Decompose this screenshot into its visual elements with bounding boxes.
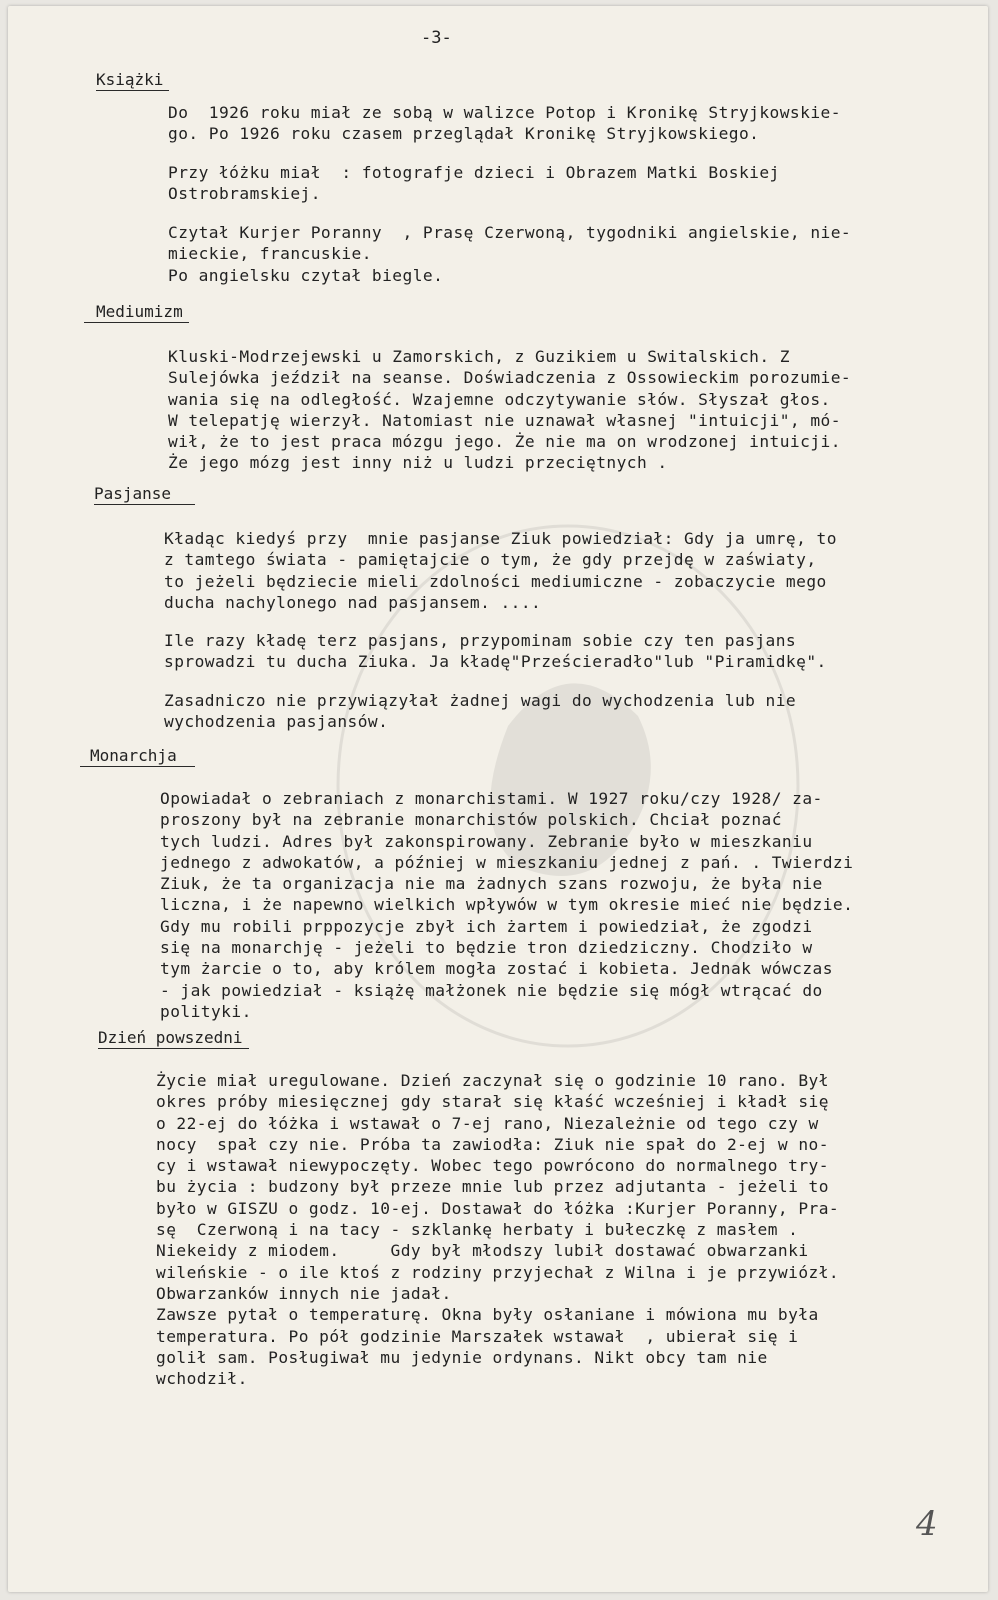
section-heading-dzien-powszedni: Dzień powszedni: [98, 1028, 249, 1049]
section-heading-ksiazki: Książki: [96, 70, 169, 91]
section-heading-mediumizm: Mediumizm: [84, 302, 189, 323]
section-heading-monarchja: Monarchja: [80, 746, 195, 767]
page-number: -3-: [421, 28, 452, 48]
paragraph-ksiazki-2: Przy łóżku miał : fotografje dzieci i Obrazem Matki Boskiej Ostrobramskiej.: [168, 163, 780, 204]
handwritten-page-number: 4: [916, 1504, 938, 1544]
section-heading-pasjanse: Pasjanse: [94, 484, 195, 505]
paragraph-monarchja-1: Opowiadał o zebraniach z monarchistami. W 1927 roku/czy 1928/ za- proszony był na zebranie monarchistów polskich. Chciał poznać tych ludzi. Adres był zakonspirowany. Zebranie było w mieszkaniu jednego z adwokatów, a później w mieszkaniu jednej z pań. . Twierdzi Ziuk, że ta organizacja nie ma żadnych szans rozwoju, że była nie liczna, i że napewno wielkich wpływów w tym okresie mieć nie będzie. Gdy mu robili prppozycje zbył ich żartem i powiedział, że zgodzi się na monarchję - jeżeli to będzie tron dziedziczny. Chodziło w tym żarcie o to, aby królem mogła zostać i kobieta. Jednak wówczas - jak powiedział - książę małżonek nie będzie się mógł wtrącać do polityki.: [160, 789, 854, 1021]
paragraph-ksiazki-1: Do 1926 roku miał ze sobą w walizce Potop i Kronikę Stryjkowskie- go. Po 1926 roku czasem przeglądał Kronikę Stryjkowskiego.: [168, 103, 841, 144]
document-page: [8, 6, 988, 1592]
paragraph-ksiazki-3: Czytał Kurjer Poranny , Prasę Czerwoną, tygodniki angielskie, nie- mieckie, francuskie. Po angielsku czytał biegle.: [168, 223, 852, 285]
paragraph-dzien-powszedni-1: Życie miał uregulowane. Dzień zaczynał się o godzinie 10 rano. Był okres próby miesięcznej gdy starał się kłaść wcześniej i kładł się o 22-ej do łóżka i wstawał o 7-ej rano, Niezależnie od tego czy w nocy spał czy nie. Próba ta zawiodła: Ziuk nie spał do 2-ej w no- cy i wstawał niewypoczęty. Wobec tego powrócono do normalnego try- bu życia : budzony był przeze mnie lub przez adjutanta - jeżeli to było w GISZU o godz. 10-ej. Dostawał do łóżka :Kurjer Poranny, Pra- sę Czerwoną i na tacy - szklankę herbaty i bułeczkę z masłem . Niekeidy z miodem. Gdy był młodszy lubił dostawać obwarzanki wileńskie - o ile ktoś z rodziny przyjechał z Wilna i je przywiózł. Obwarzanków innych nie jadał. Zawsze pytał o temperaturę. Okna były osłaniane i mówiona mu była temperatura. Po pół godzinie Marszałek wstawał , ubierał się i golił sam. Posługiwał mu jedynie ordynans. Nikt obcy tam nie wchodził.: [156, 1071, 840, 1389]
paragraph-pasjanse-1: Kładąc kiedyś przy mnie pasjanse Ziuk powiedział: Gdy ja umrę, to z tamtego świata - pamiętajcie o tym, że gdy przejdę w zaświaty, to jeżeli będziecie mieli zdolności mediumiczne - zobaczycie mego ducha nachylonego nad pasjansem. ....: [164, 529, 837, 612]
paragraph-mediumizm-1: Kluski-Modrzejewski u Zamorskich, z Guzikiem u Switalskich. Z Sulejówka jeździł na seanse. Doświadczenia z Ossowieckim porozumie- wania się na odległość. Wzajemne odczytywanie słów. Słyszał głos. W telepatję wierzył. Natomiast nie uznawał własnej "intuicji", mó- wił, że to jest praca mózgu jego. Że nie ma on wrodzonej intuicji. Że jego mózg jest inny niż u ludzi przeciętnych .: [168, 347, 852, 473]
paragraph-pasjanse-2: Ile razy kładę terz pasjans, przypominam sobie czy ten pasjans sprowadzi tu ducha Ziuka. Ja kładę"Prześcieradło"lub "Piramidkę".: [164, 631, 827, 672]
paragraph-pasjanse-3: Zasadniczo nie przywiązyłał żadnej wagi do wychodzenia lub nie wychodzenia pasjansów.: [164, 691, 797, 732]
